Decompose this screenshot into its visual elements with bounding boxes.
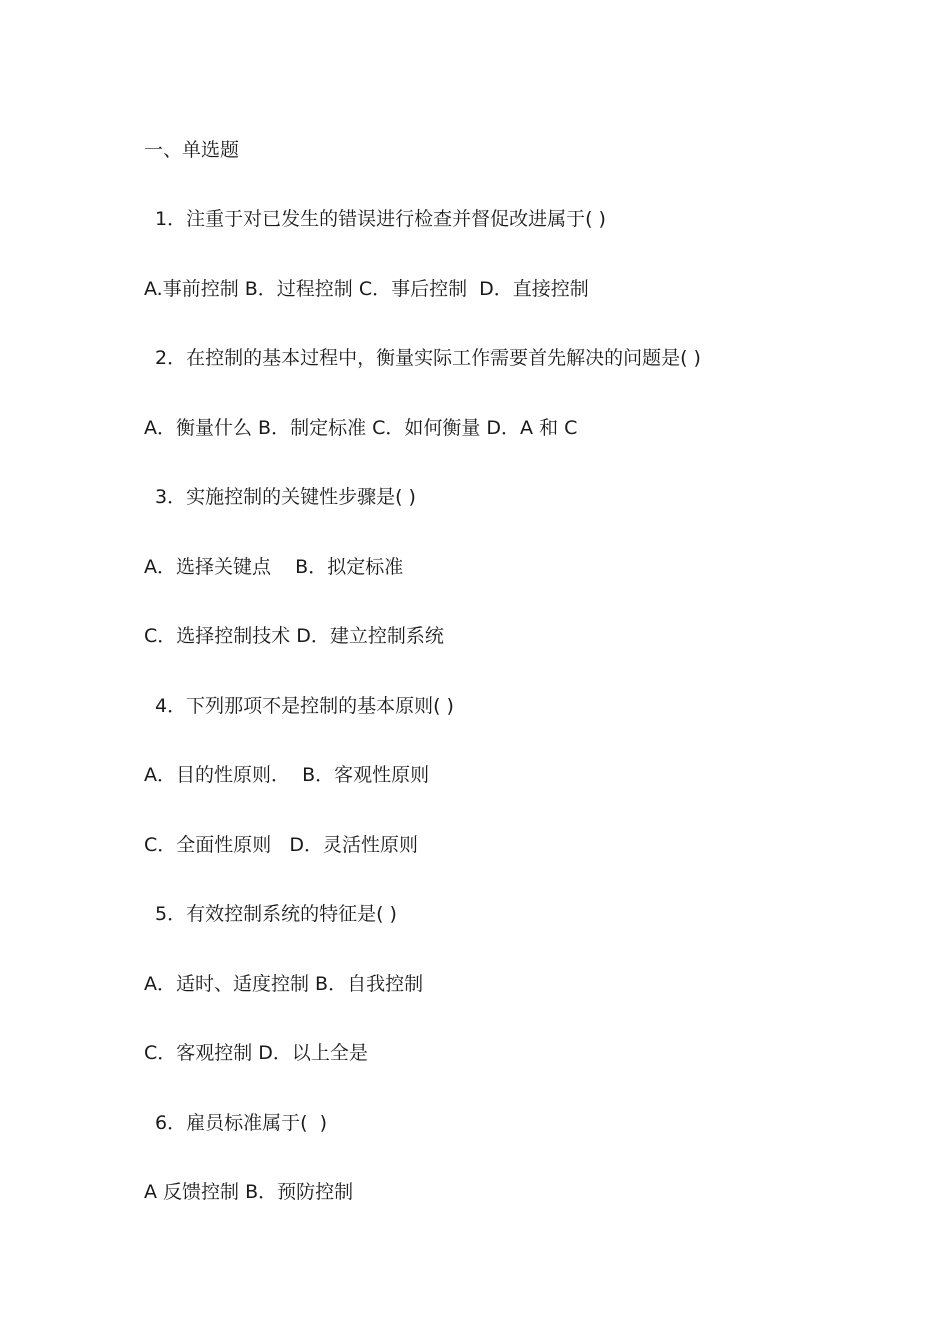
question-6-options: A 反馈控制 B．预防控制 xyxy=(144,1181,354,1203)
question-5-options-line-1: A．适时、适度控制 B．自我控制 xyxy=(144,973,424,995)
question-3-options-line-1: A．选择关键点 B．拟定标准 xyxy=(144,556,404,578)
question-6-stem: 6．雇员标准属于( ) xyxy=(155,1112,327,1134)
question-2-stem: 2．在控制的基本过程中，衡量实际工作需要首先解决的问题是( ) xyxy=(155,347,701,369)
question-5-stem: 5．有效控制系统的特征是( ) xyxy=(155,903,397,925)
question-4-stem: 4．下列那项不是控制的基本原则( ) xyxy=(155,695,454,717)
question-3-stem: 3．实施控制的关键性步骤是( ) xyxy=(155,486,416,508)
question-3-options-line-2: C．选择控制技术 D．建立控制系统 xyxy=(144,625,444,647)
question-1-stem: 1．注重于对已发生的错误进行检查并督促改进属于( ) xyxy=(155,208,606,230)
question-4-options-line-2: C．全面性原则 D．灵活性原则 xyxy=(144,834,419,856)
question-1-options: A.事前控制 B．过程控制 C．事后控制 D．直接控制 xyxy=(144,278,589,300)
question-2-options: A．衡量什么 B．制定标准 C．如何衡量 D．A 和 C xyxy=(144,417,578,439)
question-4-options-line-1: A．目的性原则． B．客观性原则 xyxy=(144,764,430,786)
section-title: 一、单选题 xyxy=(144,139,240,161)
question-5-options-line-2: C．客观控制 D．以上全是 xyxy=(144,1042,368,1064)
